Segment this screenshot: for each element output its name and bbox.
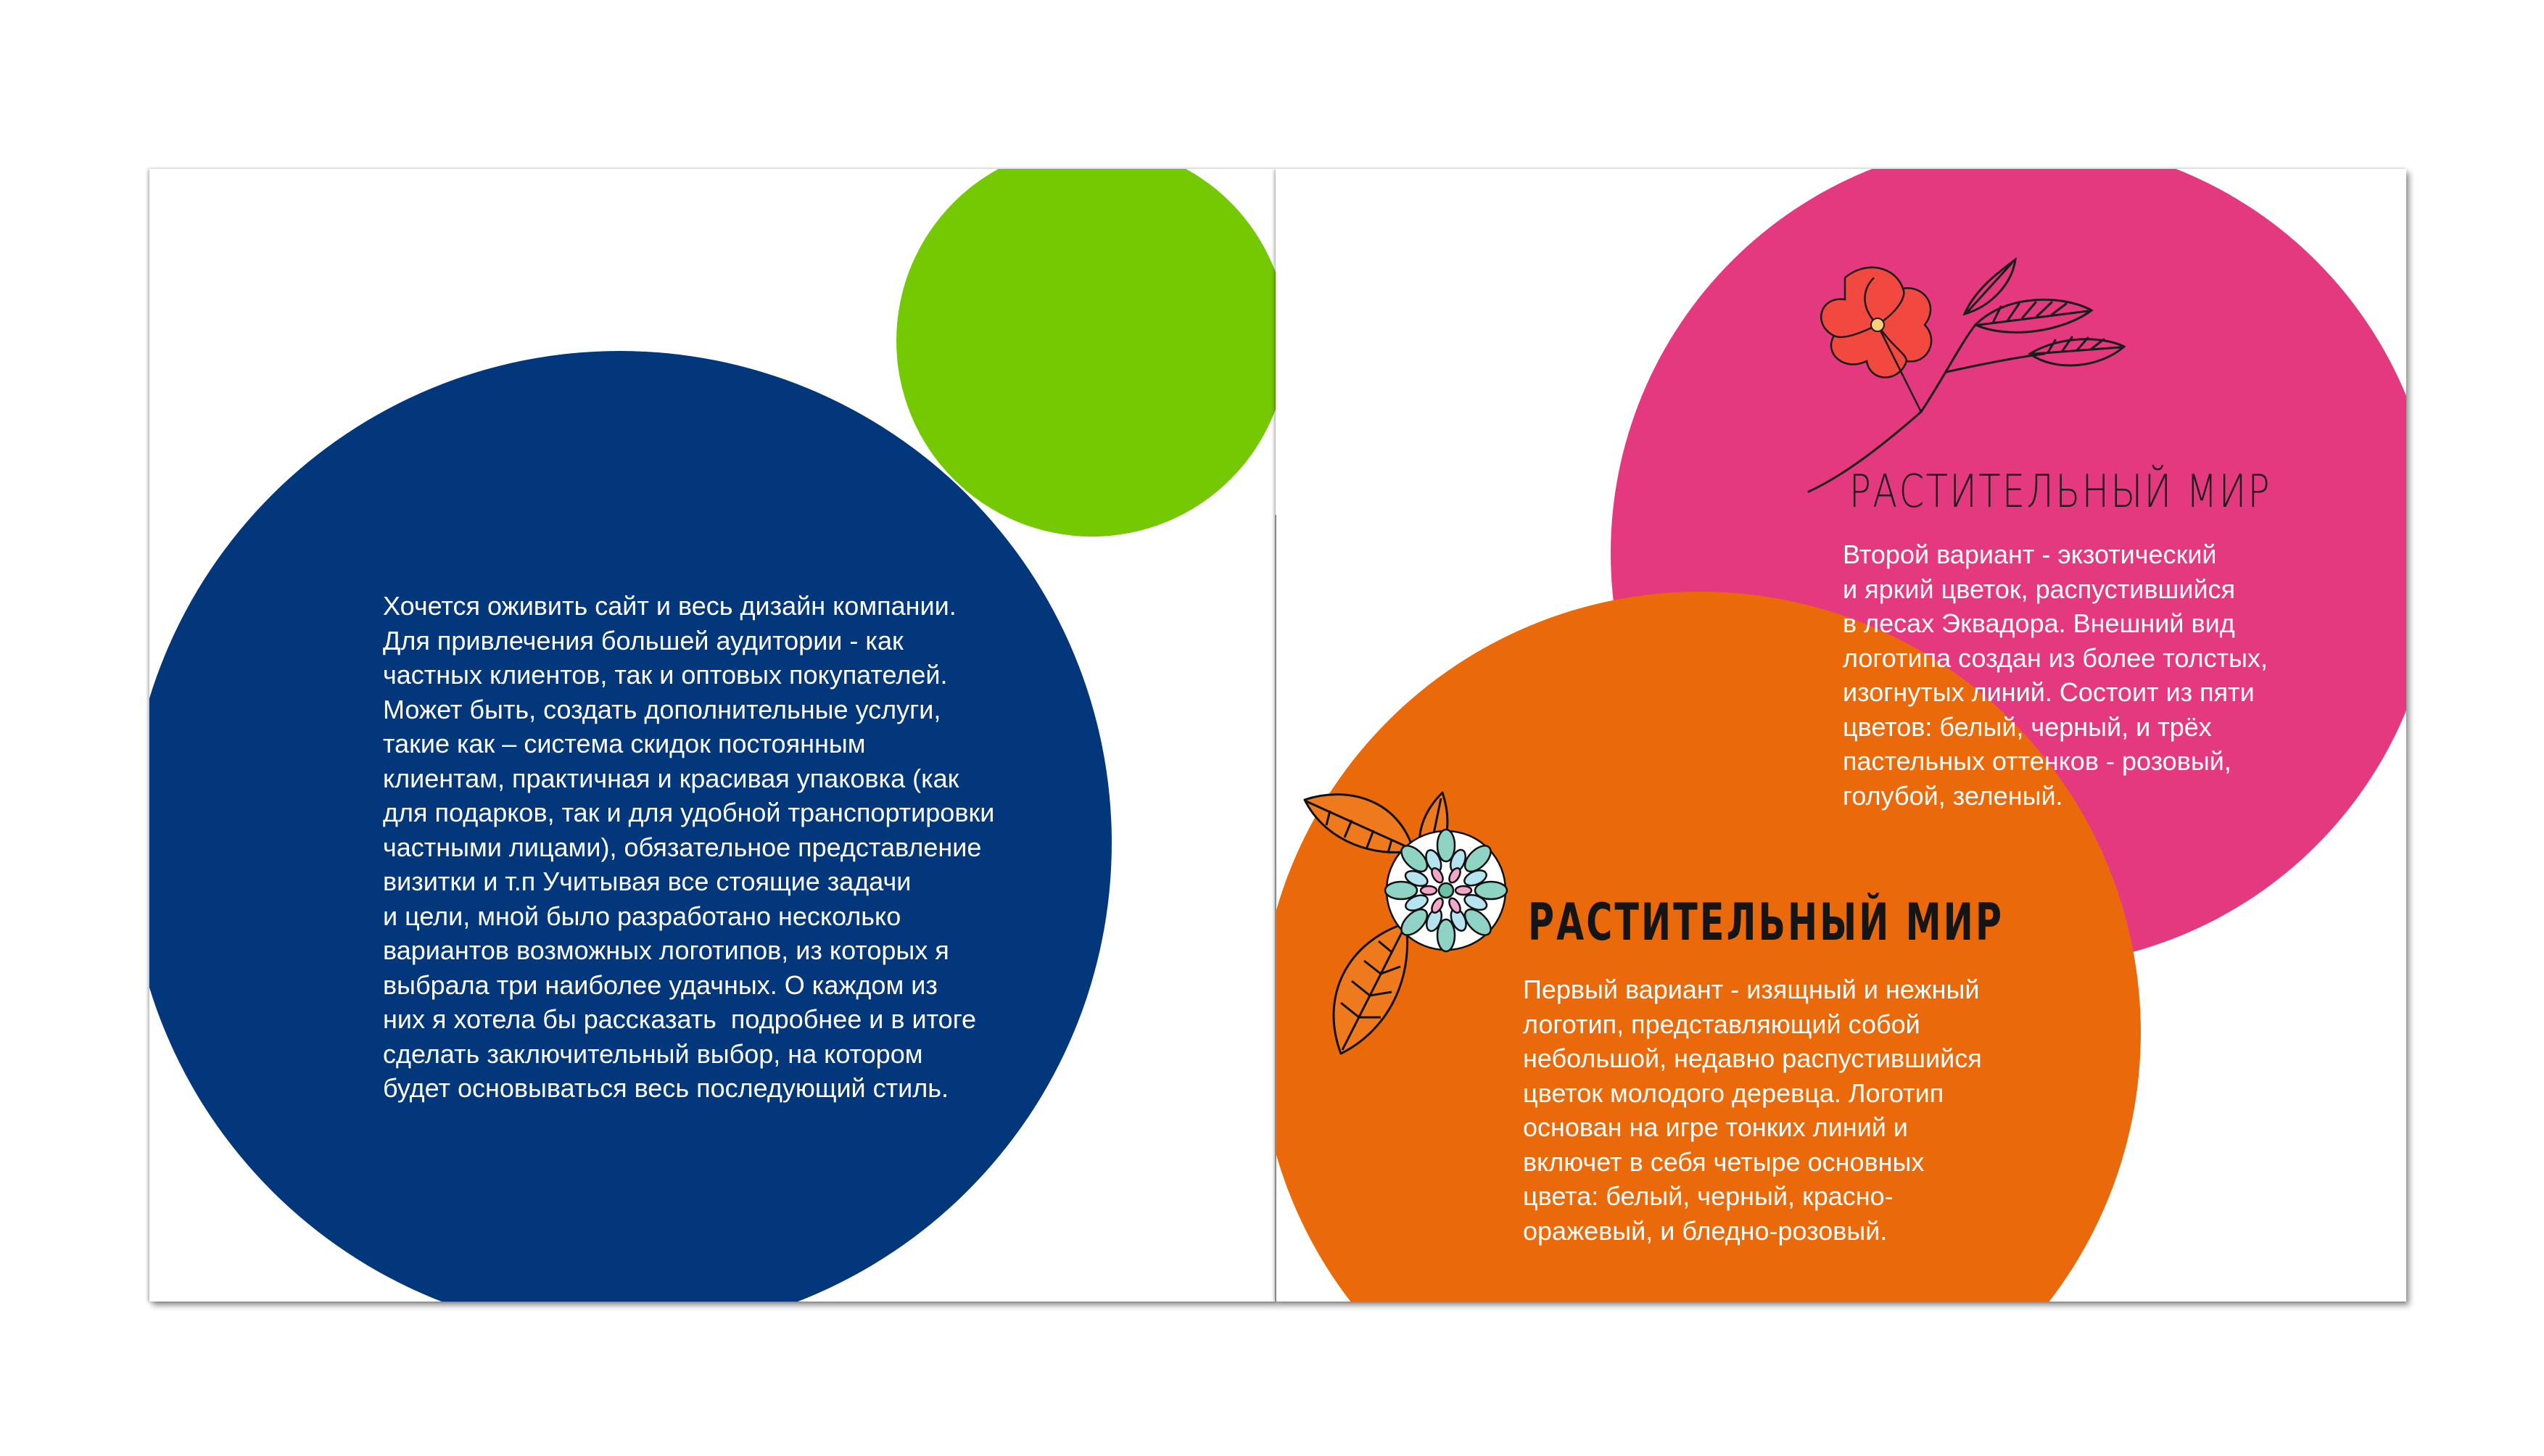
variant-one-description: Первый вариант - изящный и нежный логотип, представляющий собой небольшой, недавно распустившийся цветок молодого деревца. Логотип основан на игре тонких линий и включет в себя четыре основных цвета: белый, черный, красно- оражевый, и бледно-розовый. xyxy=(1523,975,1982,1246)
page-fold xyxy=(1275,515,1276,1302)
mandala-flower-leaves-icon xyxy=(1297,785,1515,1054)
variant-two-description: Второй вариант - экзотический и яркий цветок, распустившийся в лесах Эквадора. Внешний вид логотипа создан из более толстых, изогнутых линий. Состоит из пяти цветов: белый, черный, и трёх пастельных оттенков - розовый, голубой, зеленый. xyxy=(1843,539,2268,811)
left-page xyxy=(149,169,1276,1302)
logo-title-variant-two: РАСТИТЕЛЬНЫЙ МИР xyxy=(1849,465,2271,518)
hibiscus-branch-icon xyxy=(1805,256,2131,488)
right-page xyxy=(1276,169,2406,1302)
intro-text: Хочется оживить сайт и весь дизайн компании. Для привлечения большей аудитории - как частных клиентов, так и оптовых покупателей. Может быть, создать дополнительные услуги, такие как – система скидок постоянным клиентам, практичная и красивая упаковка (как для подарков, так и для удобной транспортировки частными лицами), обязательное представление визитки и т.п Учитывая все стоящие задачи и цели, мной было разработано несколько вариантов возможных логотипов, из которых я выбрала три наиболее удачных. О каждом из них я хотела бы рассказать подробнее и в итоге сделать заключительный выбор, на котором будет основываться весь последующий стиль. xyxy=(383,591,995,1103)
logo-title-variant-one: РАСТИТЕЛЬНЫЙ МИР xyxy=(1528,893,2004,952)
